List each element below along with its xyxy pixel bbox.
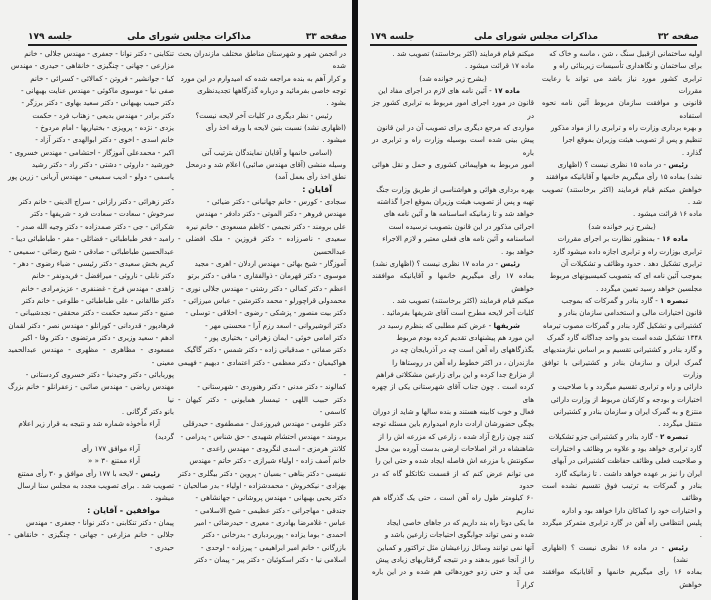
text-line: فعال و خوب کابینه هستند و بنده سالها و شاید از دوران: [372, 406, 534, 416]
text-line: بچگی حضورشان ارادت دارم امیدوارم باین مسئله توجه: [372, 419, 534, 429]
text-line: میشود .: [150, 493, 174, 503]
text-line: اختیارات و بودجه و کارکنان مربوط از وزارت دارائی: [550, 394, 702, 404]
text-line: زاهدی - مهندس فرخ - غضنفری - عزیزمرادی - خانم: [20, 283, 174, 293]
votes-for: آراء موافق ۱۷۷ رأی: [81, 444, 140, 453]
text-line: خواهد بود .: [500, 246, 534, 256]
left-page-title: مذاکرات مجلس شورای ملی: [127, 32, 252, 42]
article-label: ماده ۱۷: [493, 86, 520, 96]
text-line: اعظم - دکتر کمالی - دکتر رشتی - مهندس جلالی نوری -: [180, 283, 346, 293]
text-line: ایران را نیز بر عهده خواهد داشت . تا زمانیکه گارد: [554, 468, 702, 478]
section-heading: آقایان :: [302, 184, 332, 194]
text-line: نشد) بماده ۱۵ رأی میگیریم خانمها و آقایانیکه موافقند: [545, 172, 702, 182]
text-line: آموزگار - شیخ بهائی - مهندس اردلان - اهری - مجید: [194, 258, 346, 268]
text-line: و کرار آهم به بنده مراجعه شده که امیدوارم در این مورد: [180, 73, 346, 83]
text-line: تنکابنی - دکتر نوانا - جعفری - مهندس جلالی - خانم: [24, 49, 174, 58]
left-page-left-column: [8, 48, 174, 554]
text-line: میکنم قیام فرمایند (اکثر برخاستند) تصویب شد .: [392, 295, 534, 305]
text-line: سرخوش - سعادت - سعادت فرد - شریفها - دکتر: [30, 209, 174, 219]
text-line: دکتر زهرائی - دکتر رازانی - سراج الدینی - خانم دکتر: [18, 197, 174, 207]
text-line: کنند چون زارع آزاد شده ، زارعی که مزرعه اش را از: [378, 431, 534, 441]
text-line: ماده ۱۶ قرائت میشود .: [632, 209, 702, 219]
text-line: کلیات آخر لایحه مطرح است آقای شریفها بفرمائید .: [382, 308, 534, 318]
text-line: دکتر یحیی بهبهانی - مهندس پروشانی - جهانشاهی -: [195, 493, 346, 503]
text-line: دکتر انوشیروانی - اسعد رزم آرا - محسنی مهر -: [205, 320, 346, 330]
text-line: - گارد بنادر و گمرکات که بموجب: [561, 295, 661, 305]
right-page-title: مذاکرات مجلس شورای ملی: [474, 32, 599, 42]
text-line: ادهم - سعید وزیری - دکتر مرتضوی - دکتر وفا - اکبر: [21, 332, 174, 342]
text-line: دکتر بیت منصور - پزشکی - رضوی - اخلاقی - توسلی -: [185, 308, 346, 318]
right-page-left-column: [372, 48, 534, 591]
header-rule: [28, 44, 347, 46]
text-line: عباس - غلامرضا بهادری - معیری - حیدرضائی - امیر: [194, 518, 346, 528]
text-line: مهندس فروهر - دکتر الموتی - دکتر دادفر - مهندس: [195, 209, 346, 219]
text-line: نفیسی - دکتر بناهی - بسیان - پروین - دکتر بیگلری - دکتر: [178, 468, 346, 478]
text-line: ترابری کشور مورد نیاز باشد می تواند با رعایت مقررات: [542, 73, 702, 96]
text-line: رئیس - نظر دیگری در کلیات آخر لایحه نیست؟: [195, 110, 332, 120]
text-line: این مورد هم پیشنهادی تقدیم کرده بودم مربوط: [396, 332, 534, 342]
text-line: پیمان - دکتر تنکابنی - دکتر نوانا - جعفری - مهندس: [26, 518, 174, 528]
text-line: گمرک ایران و سازمان بنادر و کشتیرانی با توافق وزارت: [542, 357, 702, 379]
left-page-header: [28, 30, 347, 42]
text-line: ما یکی دوتا راه بند داریم که در جاهای خاصی ایجاد: [386, 518, 534, 528]
note-label: تبصره ۲: [660, 431, 688, 441]
text-line: بازرگانی - خانم امیر ابراهیمی - پیرزاده - اوحدی -: [200, 542, 346, 552]
speaker-label: رئیس: [668, 160, 688, 170]
text-line: منتزع و به گمرک ایران و سازمان بنادر و کشتیرانی: [553, 406, 702, 416]
text-line: بموجب آئین نامه ای که بتصویب کمیسیونهای مربوط: [549, 271, 702, 281]
text-line: خانم آصف زاده - اولیاء شیرازی - دکتر حاتم - مهندس: [189, 456, 346, 466]
text-line: ترابری بوزارت راه و ترابری اجازه داده میشود گارد: [552, 246, 702, 256]
text-line: دکتر طالقانی - علی طباطبائی - طلوعی - خانم دکتر: [21, 295, 174, 305]
text-line: - در ماده ۱۷ نظری نیست ؟ (اظهاری نشد): [372, 258, 501, 268]
text-line: قانونی و موافقت سازمان مربوط آئین نامه نحوه استفاده: [542, 98, 702, 120]
text-line: جلالی - خانم مزارعی - جهانی - چنگیزی - خانقاهی - حیدری -: [8, 530, 174, 552]
text-line: مجلسین خواهد رسید تعیین میگردد .: [595, 283, 702, 293]
text-line: آنها نمی توانند وسائل زراعیشان مثل تراکتور و کمباین: [377, 542, 534, 552]
supporters-heading: موافقین - آقایان :: [87, 505, 160, 515]
text-line: - لایحه با ۱۷۷ رأی موافق و ۳۰ رأی ممتنع: [17, 468, 141, 478]
text-line: سکونتش با مزرعه اش فاصله ایجاد شده و حتی این را: [375, 456, 534, 466]
text-line: - در ماده ۱۵ نظری نیست ؟ (اظهاری: [557, 160, 669, 170]
left-page-session: جلسه ۱۷۹: [28, 32, 73, 42]
text-line: خانم اسدی - اخوی - دکتر ابوالهدی - دکتر آزاد -: [35, 135, 174, 145]
text-line: و بهره برداری وزارت راه و ترابری را از مواد مذکور: [551, 123, 702, 133]
text-line: رامبد - فخر طباطبائی - فضائلی - مقر - طباطبائی دیبا -: [11, 234, 174, 244]
text-line: را از آنجا عبور بدهند و در نتیجه گرفتاریهای زیادی پیش: [375, 555, 534, 565]
text-line: خورشید - داروئی - دشتی - دکتر راد - دکتر رشید: [31, 160, 174, 170]
text-line: قانون در مورد اجرای امور مربوط به ترابری کشور جز در: [372, 98, 534, 120]
text-line: گردید): [155, 431, 174, 441]
text-line: شکرائی - جی - دکتر صمدزاده - دکتر وجیه الله صدر -: [16, 221, 174, 231]
text-line: دکتر صفاتی - صدقیانی زاده - دکتر شمس - دکتر گاگیک: [184, 345, 346, 355]
text-line: ترابری تشکیل دهد . حدود وظائف و تشکیلات آن: [560, 258, 702, 268]
speaker-label: رئیس: [500, 258, 520, 268]
read-note: (بشرح زیر خوانده شد): [588, 221, 656, 231]
text-line: قانون اختیارات مالی و استخدامی سازمان بنادر و: [558, 308, 702, 318]
text-line: نطق اخذ رأی بعمل آمد): [275, 172, 346, 182]
text-line: کرده است . چون جناب آقای شهرستانی یکی از چهره های: [372, 382, 534, 404]
text-line: برای ساختمان و نگاهداری تأسیسات زیربنائی راه و: [553, 61, 702, 71]
text-line: دکتر حبیب اللهی - تیمسار همایونی - دکتر کیهان - کاسمی -: [178, 394, 346, 416]
text-line: مواردی که مرجع دیگری برای تصویب آن در این قانون: [376, 123, 534, 133]
text-line: محمدولی قراچورلو - محمد دکترمتین - عباس میرزائی -: [183, 295, 346, 305]
text-line: کریم بخش سعیدی - دکتر رئیسی - ضیاء رضوی - دهر -: [13, 258, 174, 268]
speaker-label: رئیس: [140, 468, 160, 478]
left-page-right-column: [178, 48, 346, 566]
text-line: احمدی - بوما یزاده - پوربردباری - بدرخانی - دکتر: [202, 530, 346, 540]
text-line: وسیله منشی (آقای مهندس صائبی) اعلام شد و درمحل: [185, 160, 346, 170]
text-line: ۶۰ کیلومتر طول راه آهن است ، حتی یک گذرگاه هم نداریم: [372, 493, 534, 515]
text-line: کمالوند - دکتر مدنی - دکتر رهنوردی - شهرستانی -: [197, 382, 346, 392]
text-line: - بمنظور نظارت بر اجرای مقررات: [557, 234, 662, 244]
text-line: تنظیم و پس از تصویب هیئت وزیران بموقع اجرا: [562, 135, 702, 145]
text-line: اجرائی مذکور در این قانون بتصویب نرسیده است: [388, 221, 534, 231]
text-line: تصویب شد . برای تصویب مجدد به مجلس سنا ارسال: [17, 481, 174, 491]
text-line: دکتر نابلی - ناروئی - میرافضل - فریدونفر - خانم: [31, 271, 174, 281]
text-line: گذارد .: [681, 147, 702, 157]
text-line: میکنم قیام فرمایند (اکثر برخاستند) تصویب شد .: [392, 49, 534, 58]
text-line: شده و نمی تواند جوابگوی احتیاجات زارعین باشد و: [384, 530, 534, 540]
text-line: می آید و حتی زدو خوردهائی هم شده و در این باره کرار آ: [372, 567, 534, 589]
text-line: پلیس انتظامی راه آهن در گارد ترابری متمرکز میگردد .: [542, 518, 702, 540]
text-line: ۱۳۴۸ تشکیل شده است بدو واحد جداگانه گارد گمرک: [546, 332, 702, 342]
text-line: - عرض کنم مطلبی که بنظرم رسید در: [378, 320, 494, 330]
text-line: مهندس ریاضی - مهندس صائبی - زعفرانلو - خانم بزرگ نیا: [8, 382, 174, 404]
text-line: دارائی و راه و ترابری تقسیم میگردد و با صلاحیت و: [552, 382, 702, 392]
text-line: از مزارع جدا کرده و این برای زارعین مشکلاتی فراهم: [376, 369, 534, 379]
text-line: کلانتر هرمزی - اسدی لنگرودی - مهندس راعدی -: [201, 444, 346, 453]
text-line: پوربابائی - دکتر وحیدنیا - دکتر خسروی کردستانی -: [25, 369, 174, 379]
text-line: دکتر برادر - مهندس بدیعی - زهتاب فرد - حکمت: [32, 110, 174, 120]
text-line: توجه خاصی بفرمائید و درباره گذرگاهها تجدیدنظری: [197, 86, 346, 96]
text-line: و گارد بنادر و کشتیرانی تقسیم و بر اساس نیازمندیهای: [542, 345, 702, 355]
text-line: و صلاحیت فعلی وظائف حفاظت کشتیرانی در آبهای: [551, 456, 702, 466]
result-intro: آراء مأخوذه شماره شد و نتیجه به قرار زیر اعلام: [18, 419, 160, 429]
text-line: سجادی - کورس - خانم جهانبانی - دکتر ضیائی -: [206, 197, 346, 207]
text-line: مزارعی - جهانی - چنگیزی - خانقاهی - حیدری - مهندس: [10, 61, 174, 71]
text-line: در انجمن شهر و شهرستان مناطق مختلف مازندران بحث شده: [178, 49, 346, 71]
right-page-number: صفحه ۳۲: [657, 32, 699, 42]
text-line: بنادر و گمرکات به ترتیب فوق تقسیم نشده است وظائف: [542, 481, 702, 503]
right-page: [358, 0, 711, 600]
text-line: صنیع - دکتر سعید حکمت - دکتر محققی - نجدشیبانی -: [15, 308, 174, 318]
text-line: صفی نیا - موسوی ماکوئی - مهندس عنایت بهبهانی -: [20, 86, 174, 96]
text-line: اسلامی نیا - دکتر اسکوئیان - دکتر پیر - پیمان - دکتر: [194, 555, 346, 565]
text-line: بانو دکتر گرگانی .: [121, 406, 174, 416]
text-line: اولیه ساختمانی ازقبیل سنگ ، شن ، ماسه و خاک که: [549, 49, 702, 58]
left-page-number: صفحه ۳۳: [305, 32, 347, 42]
text-line: منتقل میگردد .: [658, 419, 702, 429]
text-line: اکبر - محمدعلی آموزگار - احتشامی - مهندس خسروی -: [9, 147, 174, 157]
text-line: عبدالحسین طباطبائی - صادقی - شیخ رضائی - سمیعی -: [8, 246, 174, 256]
text-line: فرهادپور - قدردانی - کورانلو - مهندس نصر - دکتر لقمان: [8, 320, 174, 330]
text-line: موسوی - دکتر قهرمان - ذوالفقاری - مافی - دکتر برتو: [187, 271, 346, 281]
text-line: دکتر علومی - مهندس فیروزعدل - مصطفوی - حیدرقلی: [182, 419, 346, 429]
text-line: - آئین نامه های لازم در اجرای مفاد این: [378, 86, 494, 96]
text-line: جندقی - مهاجرانی - دکتر عظیمی - شیخ الاسلامی -: [195, 505, 346, 515]
right-page-session: جلسه ۱۷۹: [370, 32, 415, 42]
article-label: ماده ۱۶: [661, 234, 688, 244]
text-line: - در ماده ۱۶ نظری نیست ؟ (اظهاری نشد): [542, 542, 688, 565]
text-line: بگذرگاههای راه آهن است چه در آذربایجان چه در: [391, 345, 534, 355]
text-line: بهره برداری هوائی و هواشناسی از طریق وزارت جنگ: [376, 184, 534, 194]
text-line: پیش بینی شده است بوسیله وزارت راه و ترابری در باره: [372, 135, 534, 157]
text-line: ماده ۱۷ قرائت میشود .: [464, 61, 534, 71]
text-line: بماده ۱۷ رأی میگیریم خانمها و آقایانیکه موافقند خواهش: [372, 271, 534, 293]
text-line: خواهد شد و تا زمانیکه اساسنامه ها و آئین نامه های: [383, 209, 534, 219]
text-line: بهزادی - نیکخروش - محمدشزاده - اولیاء - بدر صالحیان -: [178, 481, 346, 491]
text-line: هواکیمیان - دکتر معظمی - دکتر اعتمادی - دبهیم - فهیمی -: [178, 357, 346, 379]
votes-abstain: آراء ممتنع ۳۰ « «: [88, 456, 140, 466]
text-line: گارد ترابری خواهد بود و علاوه بر وظائف و اختیارات: [550, 444, 702, 453]
text-line: (اظهاری نشد) نسبت بنین لایحه با ورقه اخذ رأی: [205, 123, 346, 133]
text-line: - گارد بنادر و کشتیرانی جزو تشکیلات: [548, 431, 661, 441]
text-line: مسعودی - مظاهری - مظهری - مهندس عبدالحمید معینی -: [8, 345, 174, 367]
text-line: تهیه و پس از تصویب هیئت وزیران بموقع اجرا گذاشته: [376, 197, 534, 207]
speaker-label: شریفها: [493, 320, 520, 330]
text-line: بماده ۱۶ رأی میگیریم خانمها و آقایانیکه موافقند خواهش: [542, 567, 702, 589]
text-line: کیا - جوانشیر - فروتن - کمالائی - کسرائی - خانم: [30, 73, 174, 83]
text-line: امور مربوط به هواپیمائی کشوری و حمل و نقل هوائی و: [372, 160, 534, 182]
text-line: سعیدی - ناصرزاده - دکتر فروزین - ملک افضلی - عبدالحسین: [178, 234, 346, 256]
text-line: بشود .: [326, 98, 346, 108]
right-page-header: [370, 30, 699, 42]
note-label: تبصره ۱: [660, 295, 688, 305]
text-line: و اختیارات خود را کماکان دارا خواهد بود و اداره: [561, 505, 702, 515]
text-line: (اسامی خانمها و آقایان نمایندگان بترتیب آتی: [201, 147, 332, 157]
left-page: [0, 0, 353, 600]
read-note: (بشرح زیر خوانده شد): [419, 73, 487, 83]
text-line: کشتیرانی و تشکیل گارد بنادر و گمرکات مصوب تیرماه: [543, 320, 702, 330]
text-line: دکتر امامی خوئی - ایمان زهرائی - بختیاری پور -: [204, 332, 346, 342]
text-line: یاسمی - دولو - ادیب سمیعی - مهندس آریانی - زرین پور -: [8, 172, 174, 194]
text-line: خواهش میکنم قیام فرمایند (اکثر برخاستند) تصویب شد .: [542, 184, 702, 207]
text-line: یزدی - نژده - پرویزی - بختیاریها - امام مردوخ -: [35, 123, 174, 133]
speaker-label: رئیس: [668, 542, 688, 552]
text-line: شاهنشاه در اثر اصلاحات ارضی بدست آورده بین محل: [374, 444, 534, 453]
text-line: میشود .: [322, 135, 346, 145]
text-line: علی برومند - دکتر نجیمی - کاظم مسعودی - خانم نیره: [186, 221, 346, 231]
text-line: دکتر حبیب بهبهانی - دکتر سعید بهاوی - دکتر برزگر -: [21, 98, 174, 108]
right-page-right-column: [542, 48, 702, 591]
text-line: مازندران ، در اکثر خطوط راه آهن در روستاها را: [392, 357, 534, 367]
text-line: اساسنامه و آئین نامه های فعلی معتبر و لازم الاجراء: [382, 234, 534, 244]
text-line: می توانم عرض کنم که از قسمت تکاتکلو گاه که در حدود: [372, 468, 534, 491]
header-rule: [370, 44, 697, 46]
text-line: برومند - مهندس احتشام شهیدی - حق شناس - پدرامی -: [180, 431, 346, 441]
